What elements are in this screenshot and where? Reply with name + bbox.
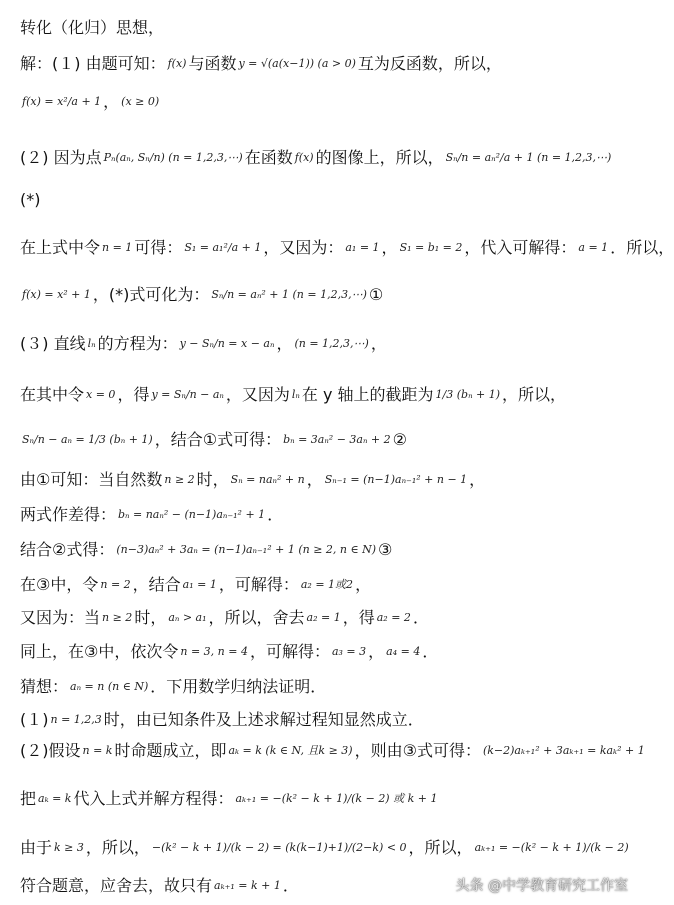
text-segment: ， (368, 642, 385, 661)
text-segment: ． (412, 608, 429, 627)
text-segment: ，所以， (408, 838, 473, 857)
math-expression: n = 3, n = 4 (180, 645, 248, 658)
text-segment: 的图像上，所以， (315, 148, 444, 167)
text-line (20, 677, 632, 697)
math-expression: a₄ = 4 (386, 645, 421, 658)
text-segment: 与函数 (188, 54, 237, 73)
text-segment: ，代入可解得： (464, 238, 577, 257)
text-segment: 又因为：当 (20, 608, 101, 627)
math-expression: S₁ = b₁ = 2 (399, 241, 463, 254)
math-expression: x = 0 (86, 388, 116, 401)
math-expression: a₂ = 2 (376, 611, 411, 624)
text-segment: 互为反函数，所以， (357, 54, 502, 73)
math-expression: bₙ = 3aₙ² − 3aₙ + 2 (283, 433, 391, 446)
text-line (20, 789, 632, 809)
text-segment: (*) (20, 190, 41, 209)
text-segment: (２) 因为点 (20, 148, 102, 167)
text-line (20, 608, 632, 628)
math-expression: a₂ = 1或2 (300, 578, 354, 591)
math-expression: aₖ₊₁ = k + 1 (214, 879, 281, 892)
text-line (20, 285, 632, 305)
text-segment: 由①可知：当自然数 (20, 470, 163, 489)
text-segment: 时，由已知条件及上述求解过程知显然成立． (103, 710, 424, 729)
text-segment: 由于 (20, 838, 53, 857)
text-segment: ，又因为 (225, 385, 290, 404)
text-line (20, 385, 632, 405)
math-expression: f(x) = x²/a + 1 (22, 95, 102, 108)
math-expression: aₙ = n (n ∈ N) (70, 680, 149, 693)
text-segment: 在 y 轴上的截距为 (301, 385, 434, 404)
math-expression: aₖ₊₁ = −(k² − k + 1)/(k − 2) 或 k + 1 (235, 792, 438, 805)
text-line (20, 642, 632, 662)
text-segment: ，所以，舍去 (208, 608, 305, 627)
text-segment: ， (469, 470, 486, 489)
math-expression: k ≥ 3 (54, 841, 84, 854)
math-expression: Sₙ/n = aₙ² + 1 (n = 1,2,3,⋯) (211, 288, 367, 301)
text-segment: (１) (20, 710, 49, 729)
text-segment: 时命题成立，即 (114, 741, 227, 760)
math-expression: f(x) (167, 57, 187, 70)
math-expression: (x ≥ 0) (121, 95, 160, 108)
math-expression: S₁ = a₁²/a + 1 (184, 241, 262, 254)
math-expression: aₖ = k (38, 792, 72, 805)
text-segment: ， (355, 575, 372, 594)
text-segment: ，得 (117, 385, 150, 404)
text-segment: 在函数 (244, 148, 293, 167)
math-expression: lₙ (87, 337, 96, 350)
text-segment: ， (381, 238, 398, 257)
math-expression: Sₙ = naₙ² + n (230, 473, 305, 486)
text-segment: (２)假设 (20, 741, 81, 760)
math-expression: lₙ (291, 388, 300, 401)
text-segment: ，又因为： (263, 238, 344, 257)
math-expression: f(x) (294, 151, 314, 164)
math-expression: n ≥ 2 (164, 473, 195, 486)
math-expression: n = 1 (102, 241, 133, 254)
text-segment: ， (276, 334, 293, 353)
text-segment: 可得： (134, 238, 183, 257)
text-segment: 解：(１) 由题可知： (20, 54, 166, 73)
math-expression: bₙ = naₙ² − (n−1)aₙ₋₁² + 1 (118, 508, 266, 521)
text-segment: ，可解得： (249, 642, 330, 661)
math-expression: Sₙ₋₁ = (n−1)aₙ₋₁² + n − 1 (324, 473, 468, 486)
text-segment: ， (103, 92, 120, 111)
text-line (20, 54, 632, 74)
text-segment: 符合题意，应舍去，故只有 (20, 876, 213, 895)
text-line (20, 148, 632, 168)
text-line (20, 505, 632, 525)
text-segment: ，结合 (132, 575, 181, 594)
text-line (20, 190, 632, 210)
math-expression: a₁ = 1 (345, 241, 380, 254)
math-expression: a₁ = 1 (182, 578, 217, 591)
text-segment: ． (267, 505, 284, 524)
math-expression: (n = 1,2,3,⋯) (294, 337, 369, 350)
math-expression: aₖ = k (k ∈ N, 且k ≥ 3) (228, 744, 353, 757)
math-expression: a = 1 (578, 241, 609, 254)
text-line (20, 838, 632, 858)
text-segment: ，(*)式可化为： (92, 285, 210, 304)
text-segment: 在其中令 (20, 385, 85, 404)
math-expression: y − Sₙ/n = x − aₙ (179, 337, 275, 350)
math-expression: f(x) = x² + 1 (22, 288, 91, 301)
math-expression: n ≥ 2 (102, 611, 133, 624)
text-segment: ． (422, 642, 439, 661)
text-segment: 把 (20, 789, 37, 808)
text-segment: 转化（化归）思想， (20, 18, 165, 37)
text-segment: ， (306, 470, 323, 489)
text-segment: ，则由③式可得： (354, 741, 481, 760)
text-segment: ① (368, 285, 384, 304)
text-line (20, 540, 632, 560)
text-line (20, 238, 674, 258)
text-segment: ， (370, 334, 387, 353)
math-expression: (k−2)aₖ₊₁² + 3aₖ₊₁ = kaₖ² + 1 (482, 744, 645, 757)
math-expression: y = Sₙ/n − aₙ (151, 388, 224, 401)
math-expression: n = 1,2,3 (50, 713, 102, 726)
text-segment: ．所以， (610, 238, 674, 257)
text-segment: ，所以， (85, 838, 150, 857)
math-expression: aₖ₊₁ = −(k² − k + 1)/(k − 2) (474, 841, 629, 854)
text-segment: (３) 直线 (20, 334, 86, 353)
text-segment: 同上，在③中，依次令 (20, 642, 179, 661)
math-expression: −(k² − k + 1)/(k − 2) = (k(k−1)+1)/(2−k) < 0 (151, 841, 407, 854)
text-segment: 猜想： (20, 677, 69, 696)
math-expression: (n−3)aₙ² + 3aₙ = (n−1)aₙ₋₁² + 1 (n ≥ 2, n ∈ N) (116, 543, 377, 556)
math-expression: Pₙ(aₙ, Sₙ/n) (n = 1,2,3,⋯) (103, 151, 243, 164)
text-segment: 的方程为： (97, 334, 178, 353)
text-line (20, 470, 632, 490)
math-expression: Sₙ/n − aₙ = 1/3 (bₙ + 1) (22, 433, 153, 446)
text-line (20, 430, 632, 450)
text-segment: 两式作差得： (20, 505, 117, 524)
text-line (20, 92, 632, 112)
text-segment: ② (392, 430, 407, 449)
text-line (20, 18, 632, 38)
text-segment: 在③中，令 (20, 575, 99, 594)
text-segment: ，得 (342, 608, 375, 627)
text-segment: ．下用数学归纳法证明． (150, 677, 327, 696)
math-expression: n = 2 (100, 578, 131, 591)
text-line (20, 710, 632, 730)
text-line (20, 741, 645, 761)
math-expression: 1/3 (bₙ + 1) (435, 388, 501, 401)
text-segment: ③ (378, 540, 393, 559)
text-segment: 在上式中令 (20, 238, 101, 257)
text-line (20, 575, 632, 595)
text-segment: ，结合①式可得： (154, 430, 282, 449)
math-expression: aₙ > a₁ (168, 611, 207, 624)
text-segment: 时， (134, 608, 167, 627)
math-expression: Sₙ/n = aₙ²/a + 1 (n = 1,2,3,⋯) (445, 151, 612, 164)
math-expression: a₂ = 1 (306, 611, 341, 624)
text-segment: ． (282, 876, 299, 895)
math-expression: n = k (82, 744, 113, 757)
text-line (20, 334, 632, 354)
text-segment: ，所以， (502, 385, 567, 404)
watermark: 头条 @中学教育研究工作室 (455, 878, 628, 894)
text-segment: 时， (196, 470, 229, 489)
text-segment: 结合②式得： (20, 540, 115, 559)
text-segment: ，可解得： (218, 575, 299, 594)
math-expression: y = √(a(x−1)) (a > 0) (238, 57, 356, 70)
math-expression: a₃ = 3 (331, 645, 367, 658)
text-segment: 代入上式并解方程得： (73, 789, 234, 808)
